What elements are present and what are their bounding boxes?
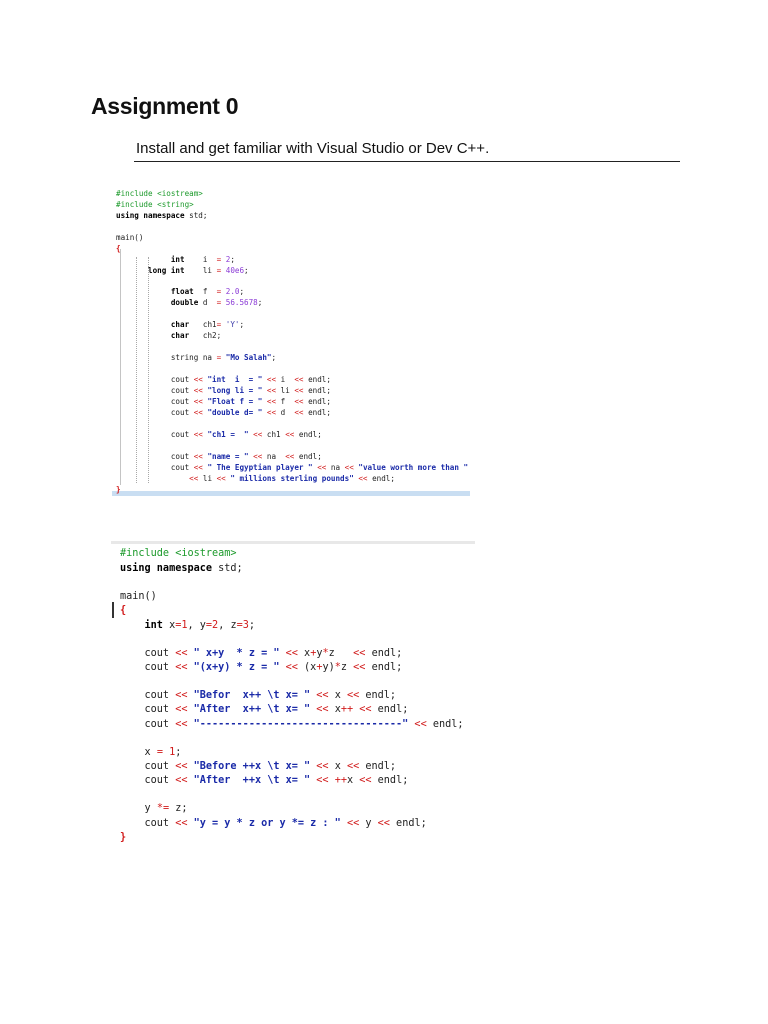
- code-token: 2: [212, 620, 219, 631]
- code-token: endl;: [371, 704, 409, 715]
- code-token: "After ++x \t x= ": [187, 775, 311, 786]
- code-token: using namespace: [120, 563, 213, 574]
- code-token: <<: [216, 474, 226, 483]
- code-token: "Before ++x \t x= ": [187, 761, 311, 772]
- code-token: <<: [248, 452, 263, 461]
- code-token: <<: [285, 452, 295, 461]
- top-edge: [111, 541, 475, 544]
- code-line-include-string: [116, 199, 194, 210]
- code-token: cout: [120, 775, 176, 786]
- code-token: <<: [262, 408, 277, 417]
- code-token: "y = y * z or y *= z : ": [187, 818, 341, 829]
- code-token: #include <string>: [116, 200, 194, 209]
- code-token: endl;: [303, 408, 331, 417]
- code-token: z;: [169, 803, 188, 814]
- code-token: 3: [242, 620, 249, 631]
- code-token: <<: [294, 397, 304, 406]
- code-line-double-decl: [116, 297, 262, 308]
- code-line-cout-dashes: [120, 718, 464, 732]
- code-line-include-iostream: [116, 188, 203, 199]
- code-token: <<: [310, 690, 329, 701]
- code-token: cout: [120, 719, 176, 730]
- code-token: , y: [187, 620, 206, 631]
- code-token: endl;: [303, 375, 331, 384]
- code-token: main(): [116, 233, 144, 242]
- code-token: y: [359, 818, 378, 829]
- code-token: "---------------------------------": [187, 719, 409, 730]
- code-line-using-namespace: [120, 562, 243, 576]
- code-token: endl;: [294, 452, 322, 461]
- code-token: f: [276, 397, 295, 406]
- code-token: =: [216, 266, 222, 275]
- code-token: <<: [310, 775, 329, 786]
- bottom-scrollbar: [112, 491, 470, 496]
- code-token: <<: [312, 463, 327, 472]
- code-token: ;: [239, 287, 245, 296]
- code-token: 2: [221, 255, 231, 264]
- code-token: "(x+y) * z = ": [187, 662, 280, 673]
- code-token: x: [297, 648, 311, 659]
- code-token: ;: [257, 298, 263, 307]
- code-token: cout: [116, 430, 194, 439]
- code-line-char-ch1: [116, 319, 244, 330]
- code-line-int-decl: [116, 254, 235, 265]
- code-token: " The Egyptian player ": [202, 463, 313, 472]
- code-token: <<: [353, 662, 366, 673]
- code-line-long-decl: [116, 265, 249, 276]
- code-token: <<: [294, 375, 304, 384]
- code-token: =: [216, 353, 222, 362]
- code-token: ch1: [262, 430, 286, 439]
- code-line-open-brace: [120, 604, 126, 618]
- code-token: using namespace: [116, 211, 185, 220]
- code-token: }: [116, 485, 121, 494]
- code-line-cout-ch1: [116, 429, 322, 440]
- code-token: cout: [120, 648, 176, 659]
- code-token: "value worth more than ": [353, 463, 469, 472]
- code-line-cout-name: [116, 451, 322, 462]
- code-token: +: [316, 662, 323, 673]
- code-token: =: [216, 287, 222, 296]
- code-token: 40e6: [221, 266, 245, 275]
- code-token: endl;: [294, 430, 322, 439]
- code-token: "Befor x++ \t x= ": [187, 690, 311, 701]
- code-token: endl;: [303, 386, 331, 395]
- code-line-float-decl: [116, 286, 244, 297]
- code-line-main-decl: [116, 232, 143, 243]
- code-token: <<: [346, 761, 360, 772]
- code-token: "ch1 = ": [202, 430, 249, 439]
- code-token: cout: [116, 397, 194, 406]
- code-token: li: [184, 266, 217, 275]
- code-token: endl;: [371, 775, 409, 786]
- code-token: <<: [175, 648, 188, 659]
- page-title: Assignment 0: [91, 93, 239, 119]
- code-line-x-assign: [120, 746, 181, 760]
- code-token: main(): [120, 591, 157, 602]
- code-token: <<: [175, 662, 188, 673]
- code-token: na: [326, 463, 345, 472]
- code-token: std;: [184, 211, 208, 220]
- code-token: z: [340, 662, 354, 673]
- code-line-cout-egyptian: [116, 462, 468, 473]
- code-token: {: [120, 605, 127, 616]
- code-token: "Mo Salah": [221, 353, 272, 362]
- code-line-using-namespace: [116, 210, 207, 221]
- code-token: <<: [189, 474, 199, 483]
- code-line-int-xyz: [120, 619, 255, 633]
- code-token: li: [198, 474, 217, 483]
- code-token: ;: [271, 353, 277, 362]
- code-line-cout-before-pre: [120, 760, 396, 774]
- code-token: <<: [310, 704, 329, 715]
- code-token: *: [334, 662, 341, 673]
- code-token: " millions sterling pounds": [225, 474, 354, 483]
- code-token: x: [346, 775, 360, 786]
- code-token: ;: [248, 620, 256, 631]
- code-token: <<: [262, 386, 277, 395]
- code-token: (x: [297, 662, 317, 673]
- code-token: <<: [359, 775, 372, 786]
- code-token: char: [116, 331, 190, 340]
- code-token: double: [116, 298, 199, 307]
- code-token: 1: [181, 620, 188, 631]
- code-token: <<: [175, 818, 188, 829]
- code-token: }: [120, 832, 127, 843]
- code-token: <<: [193, 375, 203, 384]
- code-token: , z: [218, 620, 237, 631]
- code-token: long int: [116, 266, 185, 275]
- code-token: <<: [377, 818, 390, 829]
- code-token: y: [120, 803, 157, 814]
- code-line-y-mul-assign: [120, 802, 188, 816]
- code-token: =: [175, 620, 182, 631]
- code-token: [116, 474, 189, 483]
- code-token: 'Y': [221, 320, 240, 329]
- code-screenshot-1: [112, 183, 470, 497]
- code-token: y): [322, 662, 335, 673]
- code-token: " x+y * z = ": [187, 648, 280, 659]
- code-token: <<: [353, 474, 368, 483]
- code-token: d: [198, 298, 217, 307]
- code-token: cout: [116, 386, 194, 395]
- code-token: x: [162, 620, 176, 631]
- code-token: li: [276, 386, 295, 395]
- code-token: z: [328, 648, 354, 659]
- code-token: <<: [344, 463, 354, 472]
- code-token: x: [328, 704, 341, 715]
- code-line-cout-after-pre: [120, 774, 408, 788]
- code-token: <<: [294, 386, 304, 395]
- code-token: <<: [248, 430, 263, 439]
- code-token: <<: [175, 761, 188, 772]
- code-token: <<: [279, 648, 298, 659]
- code-token: 56.5678: [221, 298, 258, 307]
- code-token: "double d= ": [202, 408, 263, 417]
- code-token: =: [205, 620, 213, 631]
- code-token: <<: [353, 704, 372, 715]
- code-line-open-brace: [116, 243, 121, 254]
- code-token: "long li = ": [202, 386, 263, 395]
- code-token: <<: [262, 397, 277, 406]
- code-token: <<: [175, 719, 188, 730]
- instruction-text: Install and get familiar with Visual Studio or Dev C++.: [136, 140, 490, 157]
- code-token: <<: [279, 662, 298, 673]
- code-token: cout: [120, 704, 176, 715]
- code-token: endl;: [365, 648, 403, 659]
- code-token: #include <iostream>: [116, 189, 203, 198]
- code-token: ;: [244, 266, 249, 275]
- code-token: endl;: [389, 818, 427, 829]
- code-token: char: [116, 320, 190, 329]
- code-token: x: [328, 761, 347, 772]
- code-token: <<: [285, 430, 295, 439]
- code-token: #include <iostream>: [120, 548, 237, 559]
- code-token: endl;: [426, 719, 464, 730]
- code-line-cout-xyz2: [120, 661, 402, 675]
- code-line-cout-float: [116, 396, 331, 407]
- code-token: <<: [193, 463, 203, 472]
- code-token: i: [184, 255, 217, 264]
- code-token: cout: [116, 408, 194, 417]
- code-line-cout-continued: [116, 473, 395, 484]
- code-token: cout: [120, 690, 176, 701]
- code-line-cout-long: [116, 385, 331, 396]
- code-token: <<: [346, 690, 360, 701]
- code-token: <<: [175, 704, 188, 715]
- code-token: *=: [156, 803, 170, 814]
- code-token: ;: [230, 255, 235, 264]
- code-token: *: [322, 648, 329, 659]
- code-token: "Float f = ": [202, 397, 263, 406]
- code-line-char-ch2: [116, 330, 221, 341]
- code-token: na: [262, 452, 286, 461]
- code-token: <<: [175, 690, 188, 701]
- code-token: string na: [116, 353, 217, 362]
- code-line-cout-int: [116, 374, 331, 385]
- code-line-cout-y: [120, 817, 427, 831]
- code-token: int: [120, 620, 163, 631]
- code-line-close-brace: [120, 831, 126, 845]
- code-token: "After x++ \t x= ": [187, 704, 311, 715]
- code-token: =: [216, 298, 222, 307]
- code-token: cout: [120, 662, 176, 673]
- code-token: ++: [328, 775, 347, 786]
- code-token: float: [116, 287, 194, 296]
- code-token: 2.0: [221, 287, 240, 296]
- code-line-cout-double: [116, 407, 331, 418]
- code-token: i: [276, 375, 295, 384]
- code-token: {: [116, 244, 121, 253]
- code-token: <<: [310, 761, 329, 772]
- code-token: endl;: [367, 474, 395, 483]
- code-token: <<: [408, 719, 427, 730]
- code-token: +: [310, 648, 317, 659]
- code-token: <<: [193, 408, 203, 417]
- code-line-cout-xyz1: [120, 647, 402, 661]
- code-token: cout: [116, 452, 194, 461]
- code-token: ;: [239, 320, 245, 329]
- code-token: "name = ": [202, 452, 249, 461]
- code-token: y: [316, 648, 323, 659]
- code-token: <<: [193, 452, 203, 461]
- code-token: <<: [262, 375, 277, 384]
- code-token: cout: [116, 375, 194, 384]
- code-token: ch1: [189, 320, 217, 329]
- code-token: =: [216, 255, 222, 264]
- code-line-close-brace: [116, 484, 121, 495]
- code-token: <<: [353, 648, 366, 659]
- code-token: cout: [116, 463, 194, 472]
- code-token: =: [236, 620, 243, 631]
- indent-guide-main: [120, 249, 121, 485]
- code-token: =: [216, 320, 222, 329]
- code-line-cout-after: [120, 703, 408, 717]
- code-token: f: [193, 287, 217, 296]
- code-token: =: [156, 747, 163, 758]
- code-line-cout-befor: [120, 689, 396, 703]
- code-token: int: [116, 255, 185, 264]
- code-token: <<: [294, 408, 304, 417]
- instruction-underline: [134, 161, 680, 162]
- code-token: std;: [212, 563, 243, 574]
- code-token: endl;: [359, 690, 397, 701]
- code-token: x: [120, 747, 157, 758]
- code-token: ;: [175, 747, 182, 758]
- code-token: cout: [120, 818, 176, 829]
- code-token: x: [328, 690, 347, 701]
- code-token: <<: [340, 818, 360, 829]
- code-token: <<: [193, 397, 203, 406]
- code-line-include-iostream: [120, 547, 237, 561]
- code-line-string-na: [116, 352, 276, 363]
- code-token: <<: [193, 386, 203, 395]
- code-token: 1: [162, 747, 176, 758]
- code-line-main-decl: [120, 590, 157, 604]
- code-token: cout: [120, 761, 176, 772]
- code-token: ch2;: [189, 331, 222, 340]
- code-token: endl;: [303, 397, 331, 406]
- code-token: endl;: [359, 761, 397, 772]
- code-token: <<: [193, 430, 203, 439]
- code-token: endl;: [365, 662, 403, 673]
- fold-marker: [112, 602, 114, 618]
- code-screenshot-2: [111, 541, 475, 851]
- code-token: "int i = ": [202, 375, 263, 384]
- code-token: d: [276, 408, 295, 417]
- code-token: ++: [340, 704, 354, 715]
- code-token: <<: [175, 775, 188, 786]
